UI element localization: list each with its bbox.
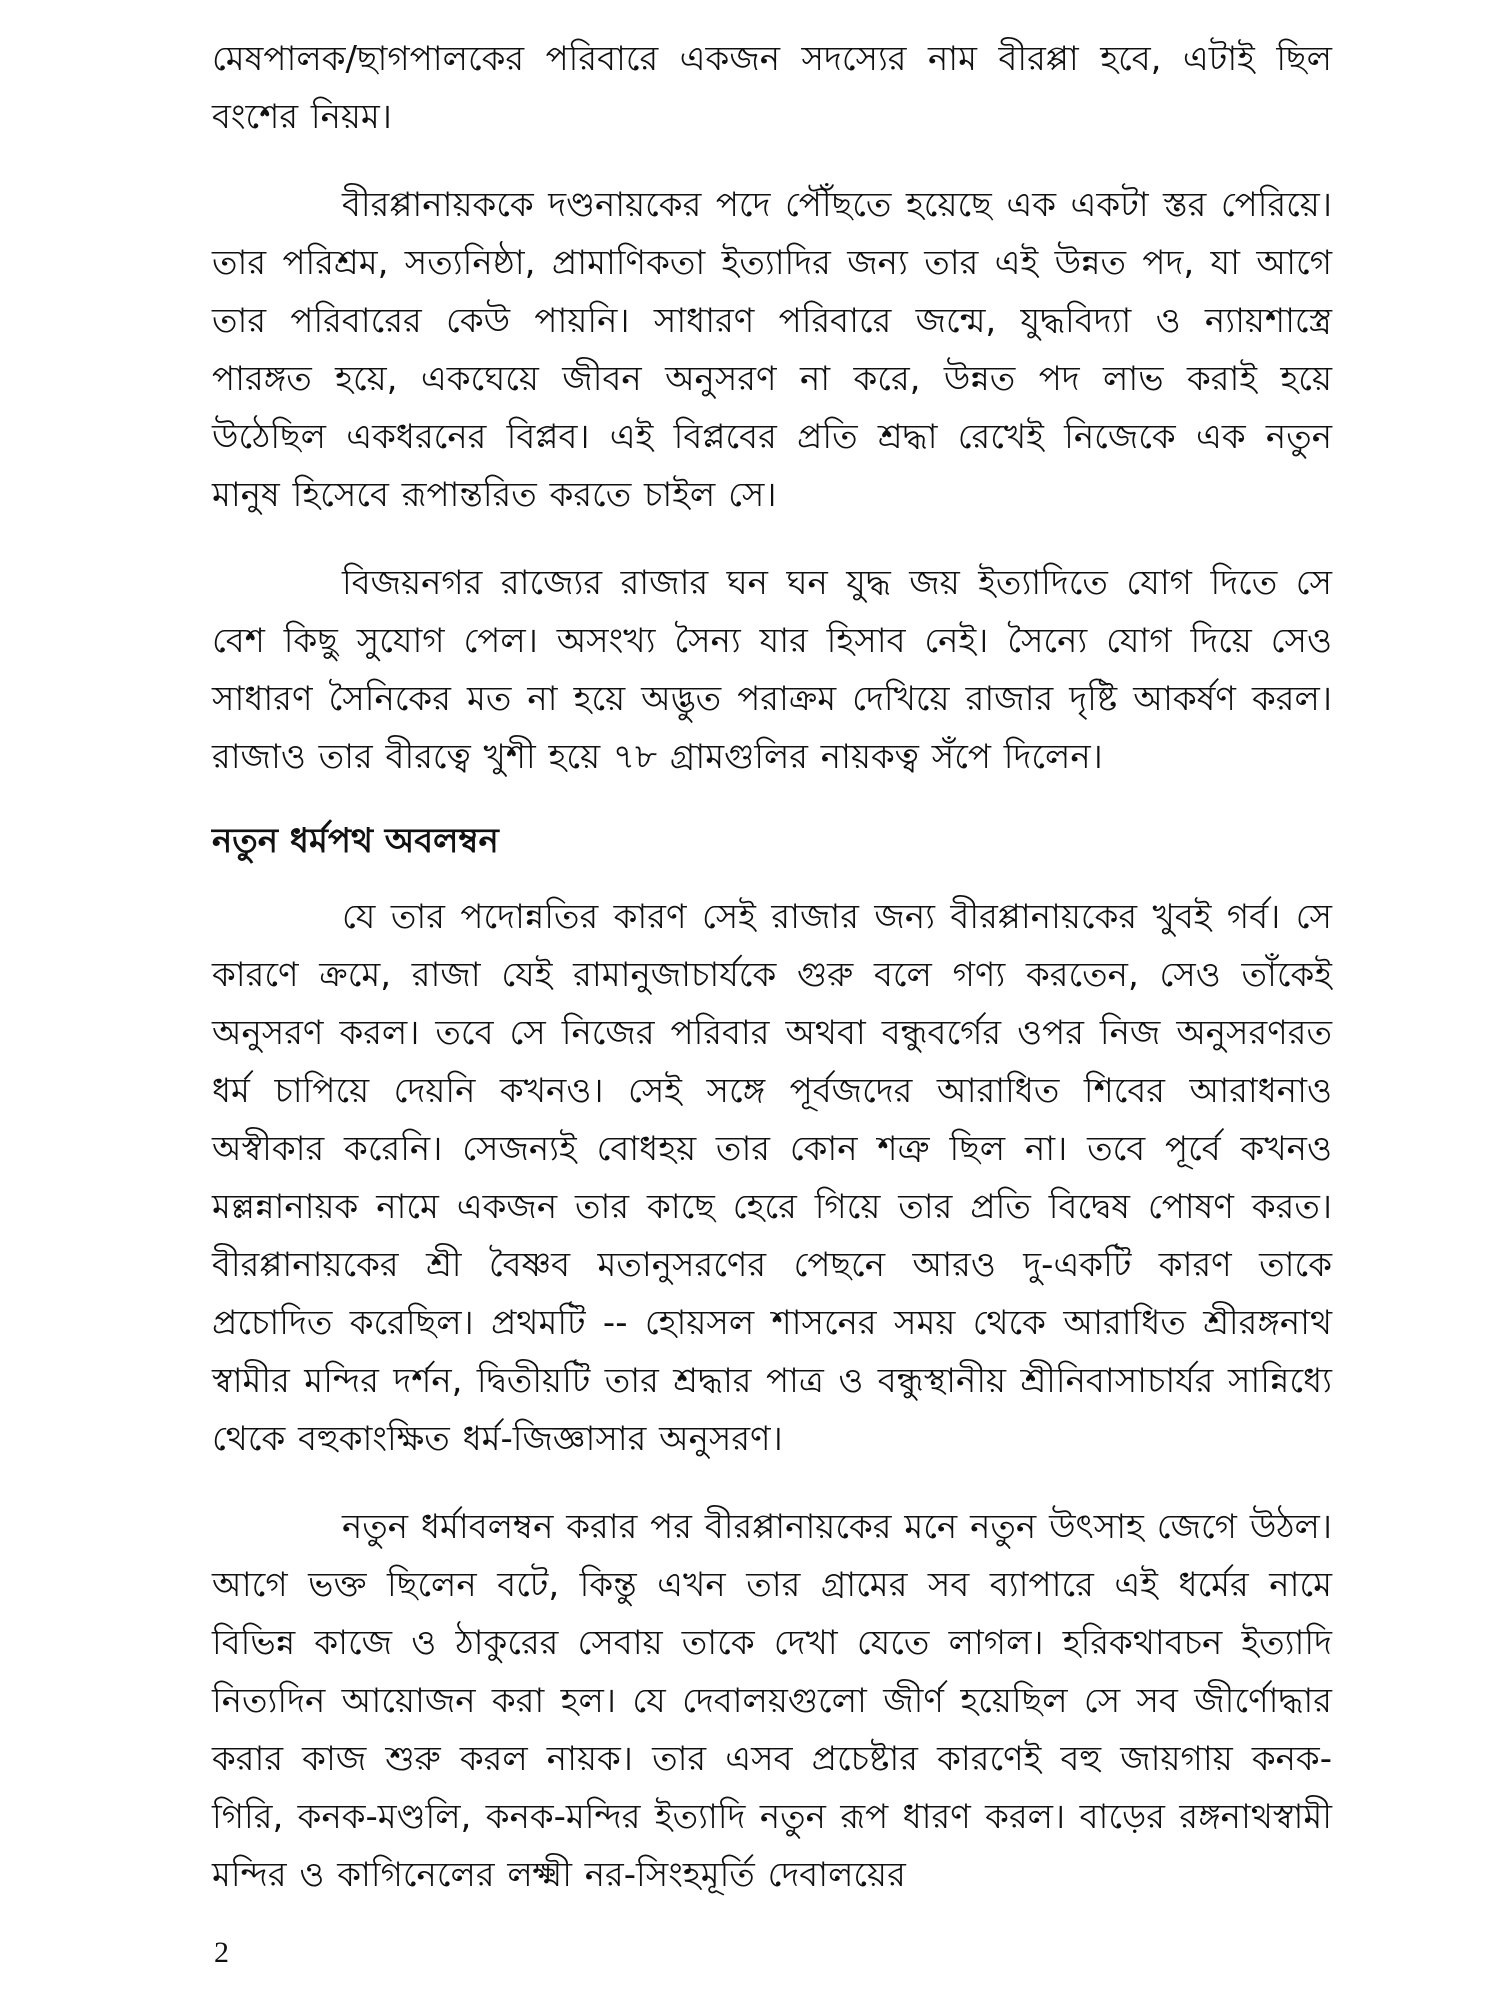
- page-number: 2: [214, 1936, 229, 1969]
- paragraph-1: মেষপালক/ছাগপালকের পরিবারে একজন সদস্যের নাম বীরপ্পা হবে, এটাই ছিল বংশের নিয়ম।: [212, 39, 1332, 137]
- paragraph-4: যে তার পদোন্নতির কারণ সেই রাজার জন্য বীরপ্পানায়কের খুবই গর্ব। সে কারণে ক্রমে, রাজা যেই রামানুজাচার্যকে গুরু বলে গণ্য করতেন, সেও তাঁকেই অনুসরণ করল। তবে সে নিজের পরিবার অথবা বন্ধুবর্গের ওপর নিজ অনুসরণরত ধর্ম চাপিয়ে দেয়নি কখনও। সেই সঙ্গে পূর্বজদের আরাধিত শিবের আরাধনাও অস্বীকার করেনি। সেজন্যই বোধহয় তার কোন শত্রু ছিল না। তবে পূর্বে কখনও মল্লন্নানায়ক নামে একজন তার কাছে হেরে গিয়ে তার প্রতি বিদ্বেষ পোষণ করত। বীরপ্পানায়কের শ্রী বৈষ্ণব মতানুসরণের পেছনে আরও দু-একটি কারণ তাকে প্রচোদিত করেছিল। প্রথমটি -- হোয়সল শাসনের সময় থেকে আরাধিত শ্রীরঙ্গনাথ স্বামীর মন্দির দর্শন, দ্বিতীয়টি তার শ্রদ্ধার পাত্র ও বন্ধুস্থানীয় শ্রীনিবাসাচার্যর সান্নিধ্যে থেকে বহুকাংক্ষিত ধর্ম-জিজ্ঞাসার অনুসরণ।: [212, 897, 1332, 1459]
- paragraph-5: নতুন ধর্মাবলম্বন করার পর বীরপ্পানায়কের মনে নতুন উৎসাহ জেগে উঠল। আগে ভক্ত ছিলেন বটে, কিন্তু এখন তার গ্রামের সব ব্যাপারে এই ধর্মের নামে বিভিন্ন কাজে ও ঠাকুরের সেবায় তাকে দেখা যেতে লাগল। হরিকথাবচন ইত্যাদি নিত্যদিন আয়োজন করা হল। যে দেবালয়গুলো জীর্ণ হয়েছিল সে সব জীর্ণোদ্ধার করার কাজ শুরু করল নায়ক। তার এসব প্রচেষ্টার কারণেই বহু জায়গায় কনক-গিরি, কনক-মণ্ডলি, কনক-মন্দির ইত্যাদি নতুন রূপ ধারণ করল। বাড়ের রঙ্গনাথস্বামী মন্দির ও কাগিনেলের লক্ষ্মী নর-সিংহমূর্তি দেবালয়ের: [212, 1507, 1332, 1895]
- paragraph-2: বীরপ্পানায়ককে দণ্ডনায়কের পদে পৌঁছতে হয়েছে এক একটা স্তর পেরিয়ে। তার পরিশ্রম, সত্যনিষ্ঠা, প্রামাণিকতা ইত্যাদির জন্য তার এই উন্নত পদ, যা আগে তার পরিবারের কেউ পায়নি। সাধারণ পরিবারে জন্মে, যুদ্ধবিদ্যা ও ন্যায়শাস্ত্রে পারঙ্গত হয়ে, একঘেয়ে জীবন অনুসরণ না করে, উন্নত পদ লাভ করাই হয়ে উঠেছিল একধরনের বিপ্লব। এই বিপ্লবের প্রতি শ্রদ্ধা রেখেই নিজেকে এক নতুন মানুষ হিসেবে রূপান্তরিত করতে চাইল সে।: [212, 185, 1332, 515]
- document-page: [212, 30, 1332, 1904]
- paragraph-3: বিজয়নগর রাজ্যের রাজার ঘন ঘন যুদ্ধ জয় ইত্যাদিতে যোগ দিতে সে বেশ কিছু সুযোগ পেল। অসংখ্য সৈন্য যার হিসাব নেই। সৈন্যে যোগ দিয়ে সেও সাধারণ সৈনিকের মত না হয়ে অদ্ভুত পরাক্রম দেখিয়ে রাজার দৃষ্টি আকর্ষণ করল। রাজাও তার বীরত্বে খুশী হয়ে ৭৮ গ্রামগুলির নায়কত্ব সঁপে দিলেন।: [212, 563, 1332, 777]
- section-heading: নতুন ধর্মপথ অবলম্বন: [212, 821, 499, 861]
